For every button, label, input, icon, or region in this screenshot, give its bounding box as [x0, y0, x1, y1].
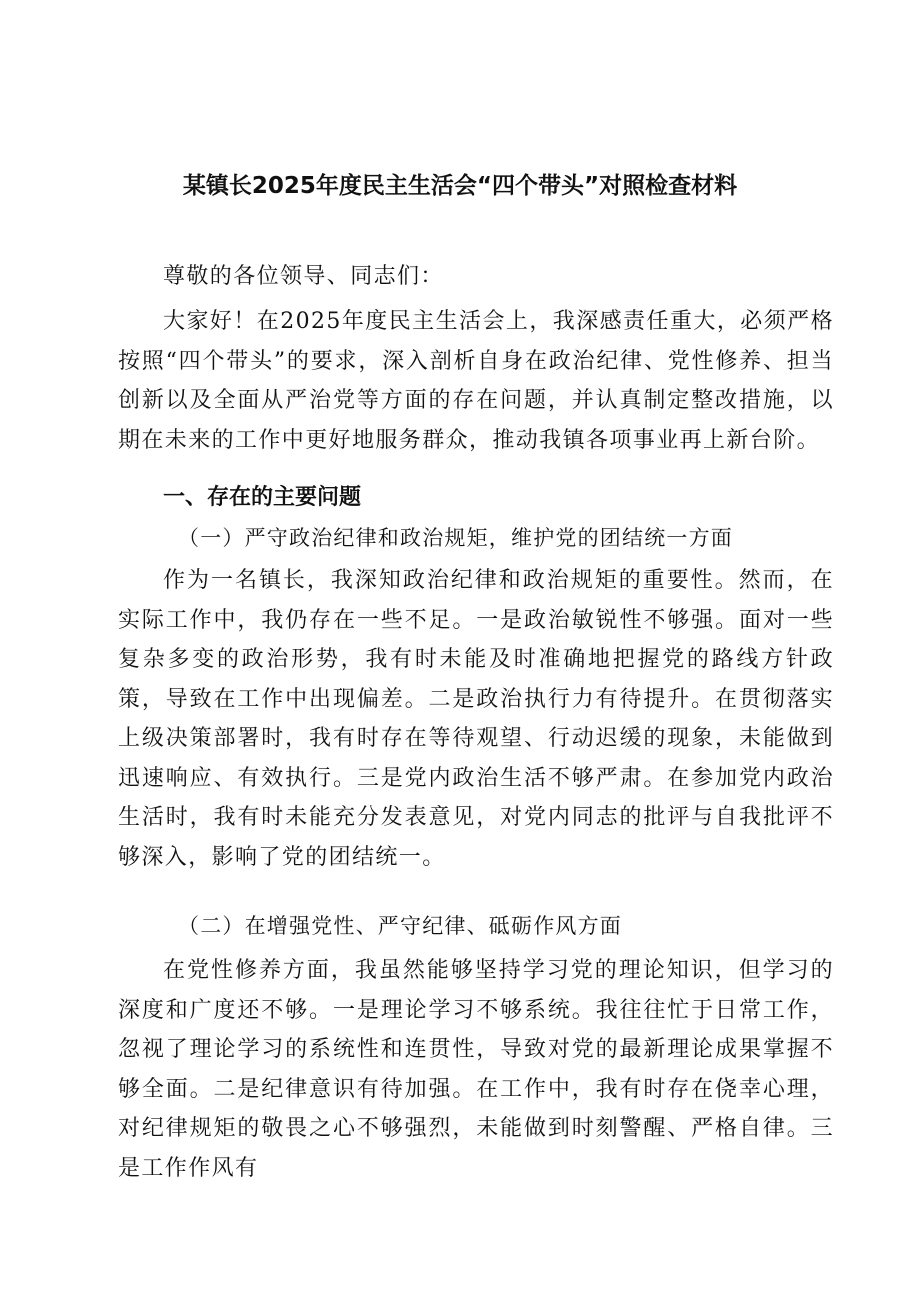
subsection-1-paragraph: 作为一名镇长，我深知政治纪律和政治规矩的重要性。然而，在实际工作中，我仍存在一些不足。一是政治敏锐性不够强。面对一些复杂多变的政治形势，我有时未能及时准确地把握党的路线方针政策，导致在工作中出现偏差。二是政治执行力有待提升。在贯彻落实上级决策部署时，我有时存在等待观望、行动迟缓的现象，未能做到迅速响应、有效执行。三是党内政治生活不够严肃。在参加党内政治生活时，我有时未能充分发表意见，对党内同志的批评与自我批评不够深入，影响了党的团结统一。	[118, 568, 834, 870]
subsection-heading-1: （一）严守政治纪律和政治规矩，维护党的团结统一方面	[178, 526, 733, 550]
greeting: 尊敬的各位领导、同志们：	[163, 264, 444, 289]
subsection-2-paragraph: 在党性修养方面，我虽然能够坚持学习党的理论知识，但学习的深度和广度还不够。一是理论学习不够系统。我往往忙于日常工作，忽视了理论学习的系统性和连贯性，导致对党的最新理论成果掌握不够全面。二是纪律意识有待加强。在工作中，我有时存在侥幸心理，对纪律规矩的敬畏之心不够强烈，未能做到时刻警醒、严格自律。三是工作作风有	[118, 958, 834, 1181]
section-heading-problems: 一、存在的主要问题	[163, 485, 362, 510]
intro-paragraph: 大家好！在2025年度民主生活会上，我深感责任重大，必须严格按照“四个带头”的要求，深入剖析自身在政治纪律、党性修养、担当创新以及全面从严治党等方面的存在问题，并认真制定整改措施，以期在未来的工作中更好地服务群众，推动我镇各项事业再上新台阶。	[118, 309, 834, 453]
document-title: 某镇长2025年度民主生活会“四个带头”对照检查材料	[182, 173, 738, 199]
subsection-heading-2: （二）在增强党性、严守纪律、砥砺作风方面	[178, 914, 622, 938]
